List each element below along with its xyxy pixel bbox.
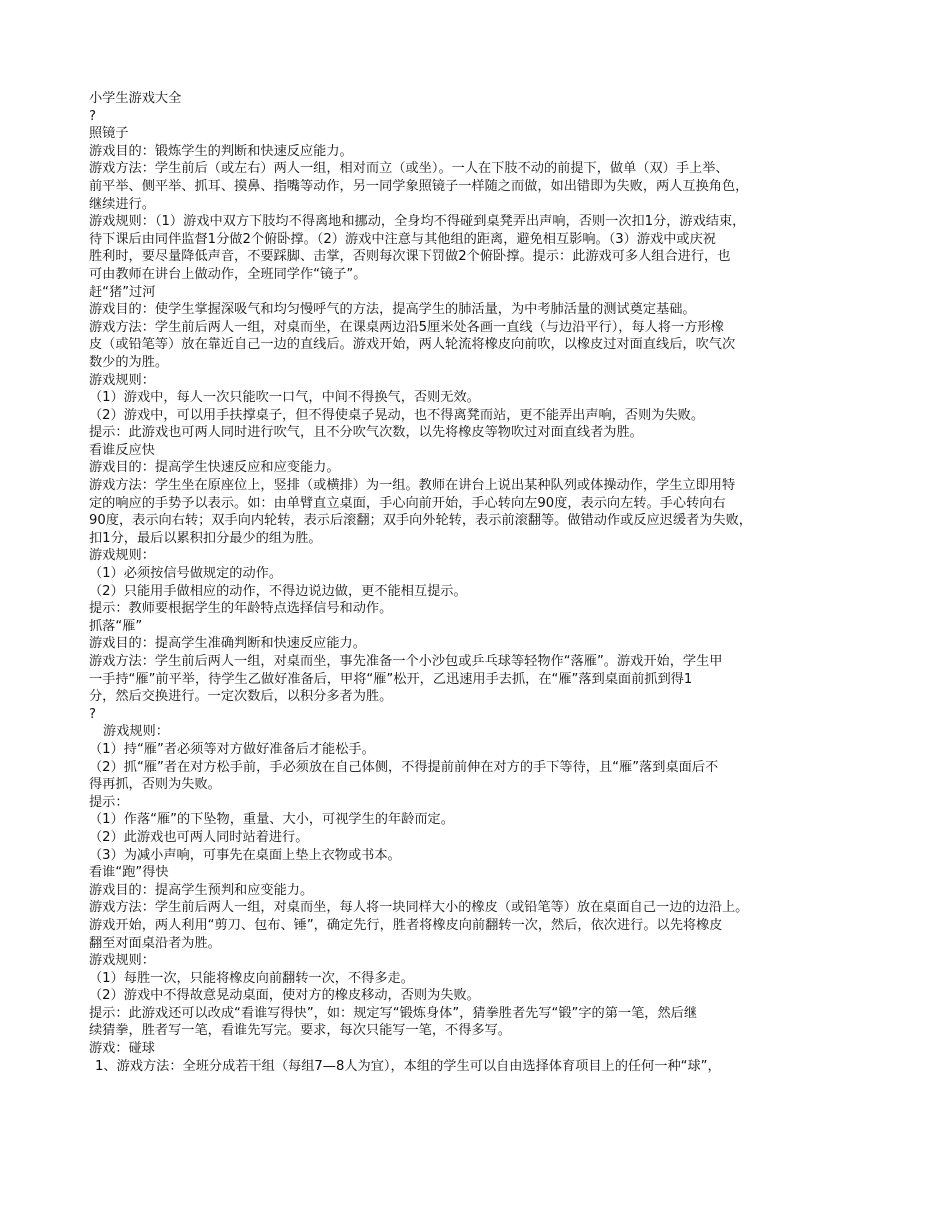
text-line: 游戏目的：提高学生准确判断和快速反应能力。 bbox=[89, 636, 366, 652]
text-line: 游戏方法：学生前后两人一组，对桌而坐，每人将一块同样大小的橡皮（或铅笔等）放在桌面自己一边的边沿上。 bbox=[89, 900, 749, 916]
text-line: （1）游戏中，每人一次只能吹一口气，中间不得换气，否则无效。 bbox=[89, 390, 480, 406]
text-line: 续猜拳，胜者写一笔，看谁先写完。要求，每次只能写一笔，不得多写。 bbox=[89, 1023, 511, 1039]
text-line: 游戏方法：学生坐在原座位上，竖排（或横排）为一组。教师在讲台上说出某种队列或体操动作，学生立即用特 bbox=[89, 478, 736, 494]
text-line: 提示：教师要根据学生的年龄特点选择信号和动作。 bbox=[89, 601, 393, 617]
text-line: 胜利时，要尽量降低声音，不要踩脚、击掌，否则每次课下罚做2个俯卧撑。提示：此游戏可多人组合进行，也 bbox=[89, 249, 731, 265]
text-line: （3）为减小声响，可事先在桌面上垫上衣物或书本。 bbox=[89, 847, 401, 863]
text-line: 扣1分，最后以累积扣分最少的组为胜。 bbox=[89, 530, 322, 546]
text-line: 游戏规则： bbox=[89, 372, 155, 388]
section-heading: 抓落“雁” bbox=[89, 618, 143, 634]
text-line: 游戏目的：提高学生预判和应变能力。 bbox=[89, 882, 314, 898]
text-line: 游戏方法：学生前后（或左右）两人一组，相对而立（或坐）。一人在下肢不动的前提下，做单（双）手上举、 bbox=[89, 161, 729, 177]
placeholder-mark: ? bbox=[89, 108, 96, 124]
text-line: 游戏目的：使学生掌握深吸气和均匀慢呼气的方法，提高学生的肺活量，为中考肺活量的测试奠定基础。 bbox=[89, 302, 696, 318]
text-line: （1）持“雁”者必须等对方做好准备后才能松手。 bbox=[89, 741, 375, 757]
text-line: 提示： bbox=[89, 794, 129, 810]
text-line: （2）此游戏也可两人同时站着进行。 bbox=[89, 829, 309, 845]
text-line: 待下课后由同伴监督1分做2个俯卧撑。（2）游戏中注意与其他组的距离，避免相互影响。（3）游戏中或庆祝 bbox=[89, 231, 716, 247]
text-line: （1）作落“雁”的下坠物，重量、大小，可视学生的年龄而定。 bbox=[89, 812, 454, 828]
text-line: 前平举、侧平举、抓耳、摸鼻、指嘴等动作，另一同学象照镜子一样随之而做，如出错即为失败，两人互换角色， bbox=[89, 178, 749, 194]
text-line: 游戏方法：学生前后两人一组，对桌而坐，在课桌两边沿5厘米处各画一直线（与边沿平行），每人将一方形橡 bbox=[89, 319, 724, 335]
text-line: （2）只能用手做相应的动作，不得边说边做，更不能相互提示。 bbox=[89, 583, 467, 599]
text-line: 游戏目的：提高学生快速反应和应变能力。 bbox=[89, 460, 340, 476]
text-line: 可由教师在讲台上做动作，全班同学作“镜子”。 bbox=[89, 266, 367, 282]
section-heading: 游戏：碰球 bbox=[89, 1041, 155, 1057]
document-title: 小学生游戏大全 bbox=[89, 91, 182, 106]
text-line: 一手持“雁”前平举，待学生乙做好准备后，甲将“雁”松开，乙迅速用手去抓，在“雁”落到桌面前抓到得1 bbox=[89, 671, 693, 687]
text-line: 提示：此游戏还可以改成“看谁写得快”，如：规定写“锻炼身体”，猜拳胜者先写“锻”字的第一笔，然后继 bbox=[89, 1005, 698, 1021]
text-line: 游戏方法：学生前后两人一组，对桌而坐，事先准备一个小沙包或乒乓球等轻物作“落雁”。游戏开始，学生甲 bbox=[89, 654, 723, 669]
text-line: 定的响应的手势予以表示。如：由单臂直立桌面，手心向前开始，手心转向左90度，表示向左转。手心转向右 bbox=[89, 495, 726, 511]
text-line: 提示：此游戏也可两人同时进行吹气，且不分吹气次数，以先将橡皮等物吹过对面直线者为胜。 bbox=[89, 425, 643, 441]
section-heading: 看谁“跑”得快 bbox=[89, 865, 169, 881]
text-line: 翻至对面桌沿者为胜。 bbox=[89, 935, 221, 951]
text-line: 游戏规则： bbox=[89, 953, 155, 969]
text-line: （1）每胜一次，只能将橡皮向前翻转一次，不得多走。 bbox=[89, 970, 414, 986]
text-line: 皮（或铅笔等）放在靠近自己一边的直线后。游戏开始，两人轮流将橡皮向前吹，以橡皮过对面直线后，吹气次 bbox=[89, 337, 736, 353]
text-line: （2）抓“雁”者在对方松手前，手必须放在自己体侧，不得提前前伸在对方的手下等待，且“雁”落到桌面后不 bbox=[89, 759, 719, 775]
text-line: （2）游戏中不得故意晃动桌面，使对方的橡皮移动，否则为失败。 bbox=[89, 988, 480, 1004]
text-line: 继续进行。 bbox=[89, 196, 155, 212]
text-line: （1）必须按信号做规定的动作。 bbox=[89, 566, 283, 582]
placeholder-mark: ? bbox=[89, 706, 96, 722]
document-body bbox=[89, 90, 871, 1075]
section-heading: 照镜子 bbox=[89, 126, 129, 142]
text-line: 数少的为胜。 bbox=[89, 354, 169, 370]
text-line: 得再抓，否则为失败。 bbox=[89, 777, 221, 793]
text-line: （2）游戏中，可以用手扶撑桌子，但不得使桌子晃动，也不得离凳而站，更不能弄出声响，否则为失败。 bbox=[89, 407, 705, 423]
text-line: 游戏规则： bbox=[89, 548, 155, 564]
text-line: 游戏规则： bbox=[103, 724, 169, 740]
section-heading: 赶“猪”过河 bbox=[89, 284, 156, 300]
text-line: 游戏开始，两人利用“剪刀、包布、锤”，确定先行，胜者将橡皮向前翻转一次，然后，依次进行。以先将橡皮 bbox=[89, 917, 723, 933]
text-line: 分，然后交换进行。一定次数后，以积分多者为胜。 bbox=[89, 689, 393, 705]
text-line: 90度，表示向右转；双手向内轮转，表示后滚翻；双手向外轮转，表示前滚翻等。做错动作或反应迟缓者为失败， bbox=[89, 513, 752, 529]
text-line: 游戏目的：锻炼学生的判断和快速反应能力。 bbox=[89, 143, 353, 159]
text-line: 1、游戏方法：全班分成若干组（每组7—8人为宜），本组的学生可以自由选择体育项目上的任何一种“球”， bbox=[95, 1058, 721, 1074]
section-heading: 看谁反应快 bbox=[89, 442, 155, 458]
text-line: 游戏规则：（1）游戏中双方下肢均不得离地和挪动，全身均不得碰到桌凳弄出声响，否则一次扣1分，游戏结束， bbox=[89, 214, 746, 230]
